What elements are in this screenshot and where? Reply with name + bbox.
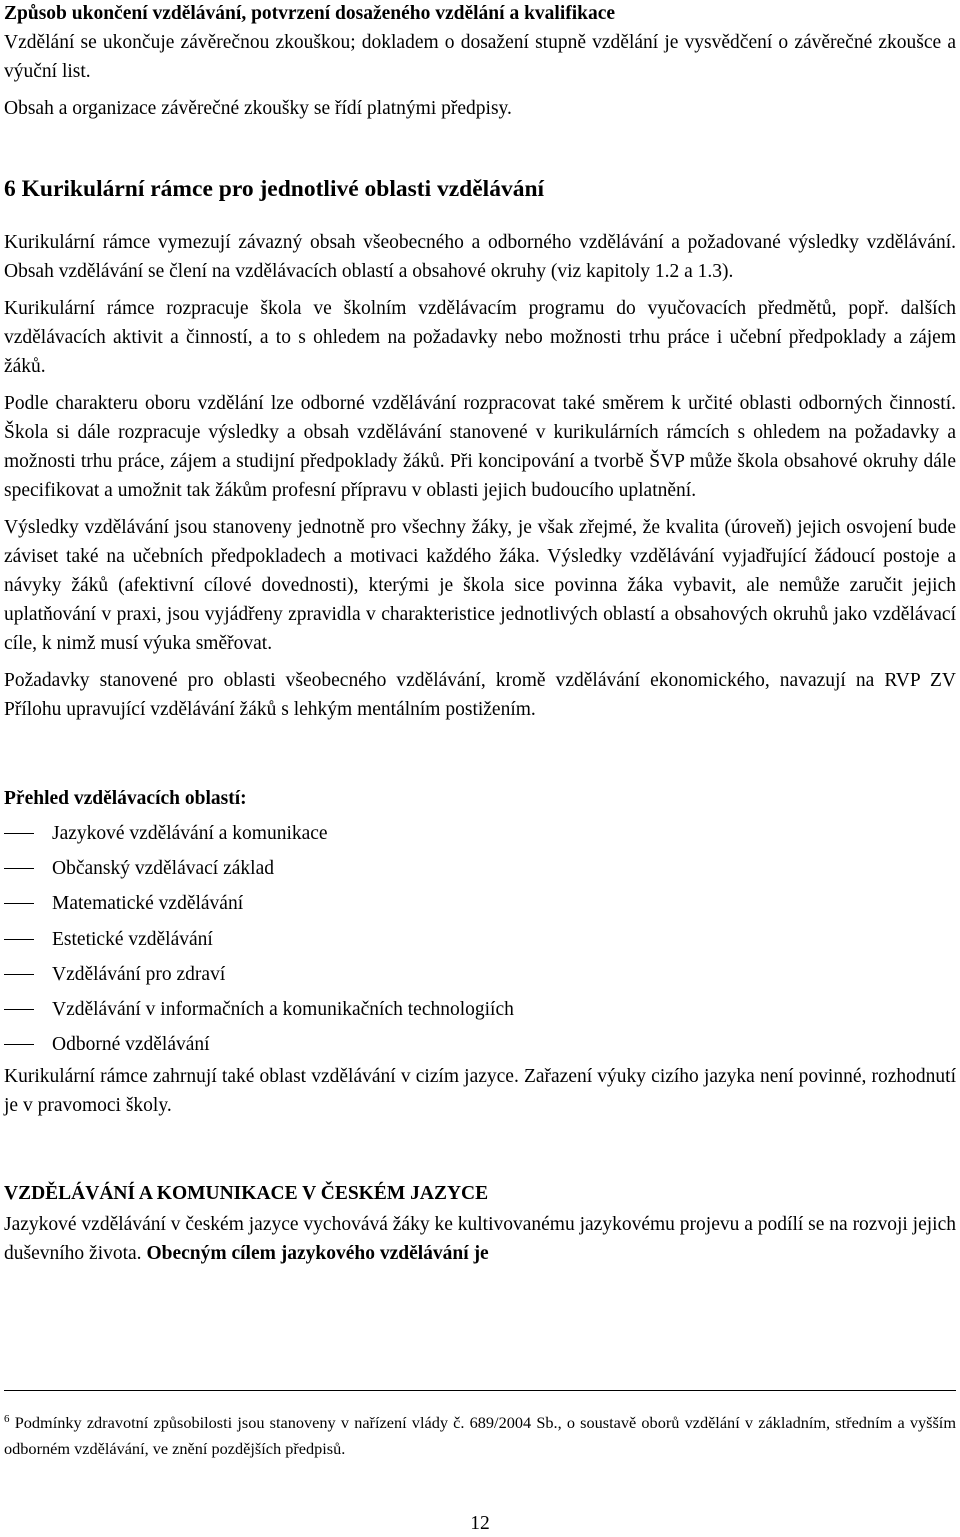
footnote-divider (4, 1390, 956, 1391)
overview-title: Přehled vzdělávacích oblastí: (4, 788, 247, 809)
chapter-paragraph-1: Kurikulární rámce vymezují závazný obsah všeobecného a odborného vzdělávání a požadované výsledky vzdělávání. Obsah vzdělávání se člení na vzdělávacích oblastí a obsahové okruhy (viz kapitoly 1.2 a 1.3). (4, 232, 956, 282)
list-item: Vzdělávání pro zdraví (4, 957, 956, 992)
dash-bullet-icon (4, 1009, 34, 1010)
completion-paragraph-exam: Obsah a organizace závěrečné zkoušky se řídí platnými předpisy. (4, 98, 512, 119)
language-section-text: Jazykové vzdělávání v českém jazyce vychovává žáky ke kultivovanému jazykovému projevu a podílí se na rozvoji jejich duševního života. Obecným cílem jazykového vzdělávání je (4, 1214, 956, 1265)
list-item: Matematické vzdělávání (4, 886, 956, 921)
dash-bullet-icon (4, 1044, 34, 1045)
dash-bullet-icon (4, 868, 34, 869)
chapter-paragraph-4: Výsledky vzdělávání jsou stanoveny jednotně pro všechny žáky, je však zřejmé, že kvalita (úroveň) jejich osvojení bude záviset také na učebních předpokladech a motivaci každého žáka. Výsledky vzdělávání vyjadřující žádoucí postoje a návyky žáků (afektivní cílové dovednosti), kterými je škola sice povinna žáka vybavit, ale nemůže zaručit jejich uplatňování v praxi, jsou vyjádřeny zpravidla v charakteristice jednotlivých oblastí a obsahových okruhů jako vzdělávací cíle, k nimž musí výuka směřovat. (4, 517, 956, 654)
list-item: Vzdělávání v informačních a komunikačních technologiích (4, 992, 956, 1027)
dash-bullet-icon (4, 974, 34, 975)
list-item: Občanský vzdělávací základ (4, 851, 956, 886)
footnote-text: Podmínky zdravotní způsobilosti jsou stanoveny v nařízení vlády č. 689/2004 Sb., o soustavě oborů vzdělání v základním, středním a vyšším odborném vzdělávání, ve znění pozdějších předpisů. (4, 1413, 956, 1458)
chapter-body (4, 228, 956, 724)
chapter-paragraph-2: Kurikulární rámce rozpracuje škola ve školním vzdělávacím programu do vyučovacích předmětů, popř. dalších vzdělávacích aktivit a činností, a to s ohledem na požadavky nebo možnosti trhu práce i učební předpoklady a zájem žáků. (4, 298, 956, 377)
areas-list (4, 816, 956, 1062)
dash-bullet-icon (4, 939, 34, 940)
chapter-heading: 6 Kurikulární rámce pro jednotlivé oblasti vzdělávání (4, 176, 545, 202)
list-item: Jazykové vzdělávání a komunikace (4, 816, 956, 851)
dash-bullet-icon (4, 833, 34, 834)
list-item: Odborné vzdělávání (4, 1027, 956, 1062)
language-section-title: VZDĚLÁVÁNÍ A KOMUNIKACE V ČESKÉM JAZYCE (4, 1183, 489, 1205)
completion-section (4, 0, 956, 123)
foreign-language-note: Kurikulární rámce zahrnují také oblast vzdělávání v cizím jazyce. Zařazení výuky cizího jazyka není povinné, rozhodnutí je v pravomoci školy. (4, 1066, 956, 1117)
page-number: 12 (470, 1513, 490, 1534)
document-page (4, 0, 956, 1268)
list-item: Estetické vzdělávání (4, 922, 956, 957)
footnote (4, 1410, 956, 1462)
dash-bullet-icon (4, 903, 34, 904)
chapter-paragraph-5: Požadavky stanovené pro oblasti všeobecného vzdělávání, kromě vzdělávání ekonomického, navazují na RVP ZV Přílohu upravující vzdělávání žáků s lehkým mentálním postižením. (4, 670, 956, 720)
chapter-paragraph-3: Podle charakteru oboru vzdělání lze odborné vzdělávání rozpracovat také směrem k určité oblasti odborných činností. Škola si dále rozpracuje výsledky a obsah vzdělávání stanovené v kurikulárních rámcích s ohledem na požadavky a možnosti trhu práce, zájem a studijní předpoklady žáků. Při koncipování a tvorbě ŠVP může škola obsahové okruhy dále specifikovat a umožnit tak žákům profesní přípravu v oblasti jejich budoucího uplatnění. (4, 393, 956, 501)
completion-paragraph: Vzdělání se ukončuje závěrečnou zkouškou; dokladem o dosažení stupně vzdělání je vysvědčení o závěrečné zkoušce a výuční list. (4, 32, 956, 82)
footnote-marker: 6 (4, 1413, 10, 1425)
completion-title: Způsob ukončení vzdělávání, potvrzení dosaženého vzdělání a kvalifikace (4, 3, 616, 24)
